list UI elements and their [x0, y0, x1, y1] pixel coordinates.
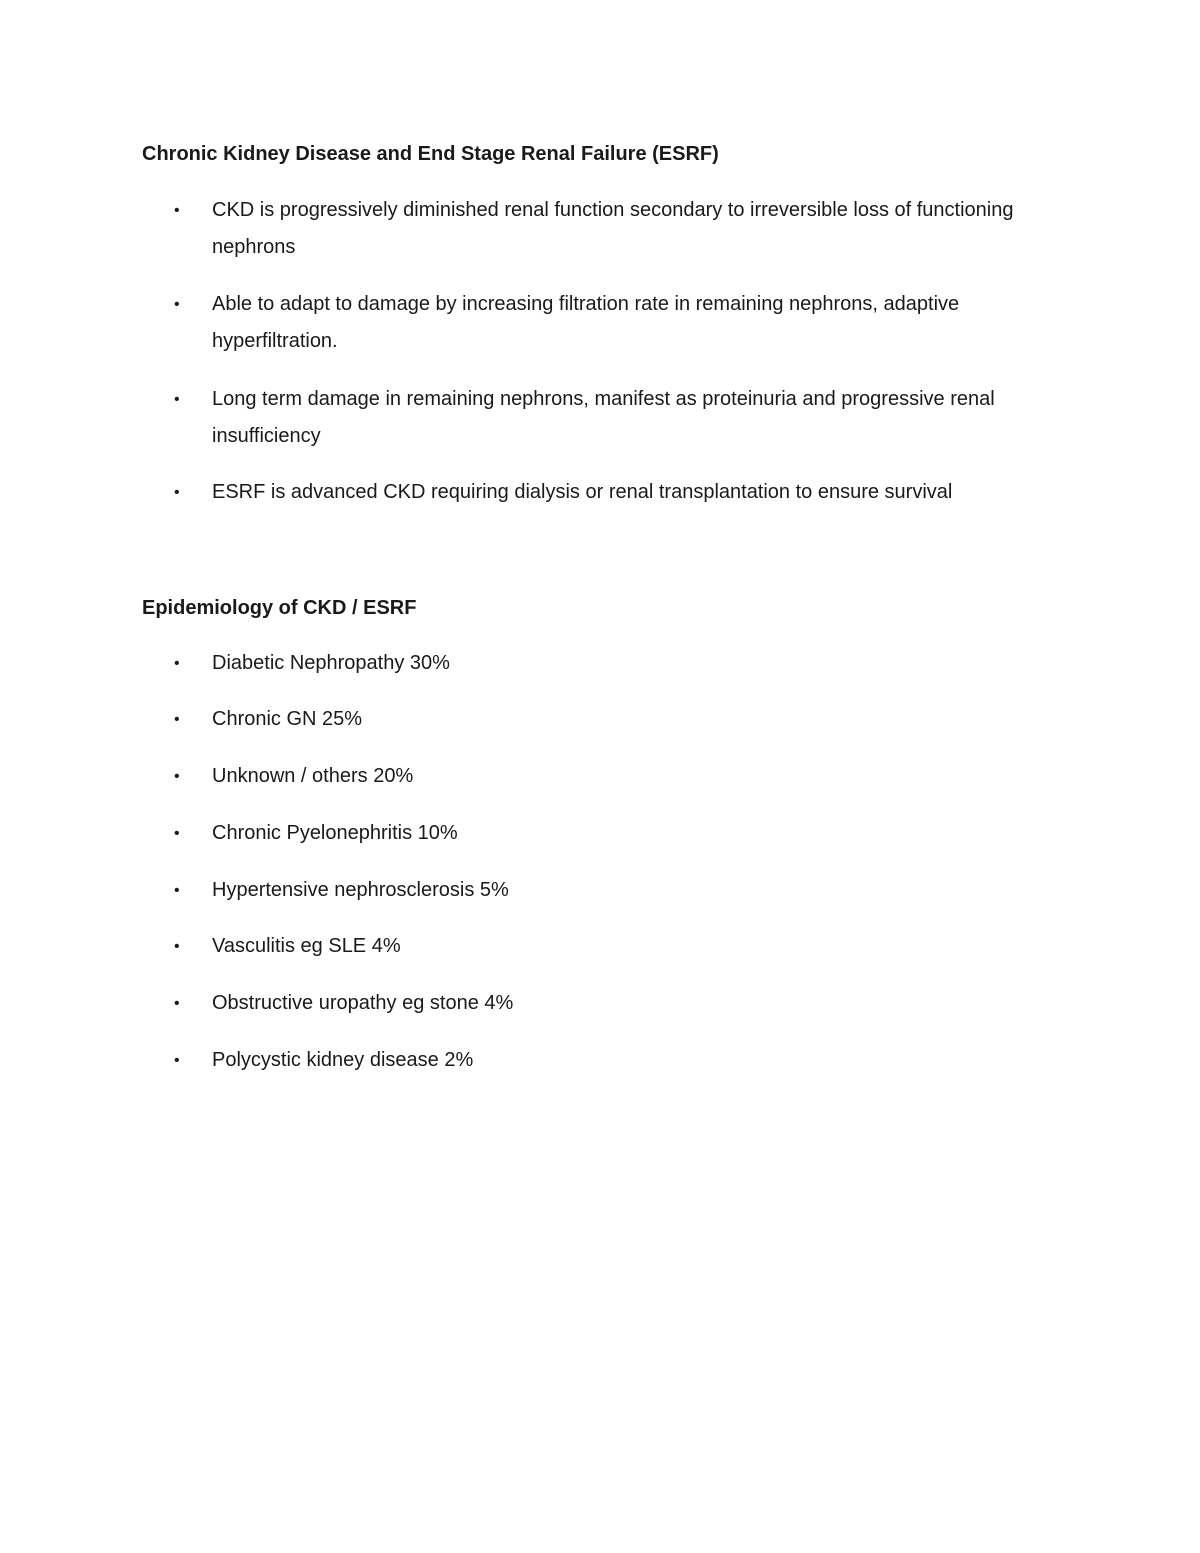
list-item-text: Obstructive uropathy eg stone 4%: [212, 992, 514, 1014]
bullet-icon: •: [174, 882, 180, 899]
bullet-icon: •: [174, 711, 180, 728]
bullet-icon: •: [174, 768, 180, 785]
list-item-text: Unknown / others 20%: [212, 765, 414, 787]
bullet-icon: •: [174, 825, 180, 842]
list-item-text: Chronic GN 25%: [212, 708, 363, 730]
bullet-icon: •: [174, 995, 180, 1012]
list-item-text: Chronic Pyelonephritis 10%: [212, 822, 458, 844]
bullet-icon: •: [174, 391, 180, 408]
bullet-icon: •: [174, 484, 180, 501]
list-item-text: ESRF is advanced CKD requiring dialysis or renal transplantation to ensure survival: [212, 481, 953, 503]
section-title-epidemiology: Epidemiology of CKD / ESRF: [142, 597, 417, 619]
bullet-icon: •: [174, 938, 180, 955]
list-item-text: Hypertensive nephrosclerosis 5%: [212, 879, 509, 901]
bullet-icon: •: [174, 1052, 180, 1069]
list-item-text: CKD is progressively diminished renal function secondary to irreversible loss of functioning nephrons: [212, 199, 1014, 258]
bullet-icon: •: [174, 202, 180, 219]
list-item-text: Able to adapt to damage by increasing filtration rate in remaining nephrons, adaptive hyperfiltration.: [212, 293, 960, 352]
list-item-text: Diabetic Nephropathy 30%: [212, 652, 450, 674]
list-item-text: Polycystic kidney disease 2%: [212, 1049, 474, 1071]
bullet-icon: •: [174, 296, 180, 313]
bullet-icon: •: [174, 655, 180, 672]
section-title-ckd-esrf: Chronic Kidney Disease and End Stage Renal Failure (ESRF): [142, 143, 719, 165]
list-item-text: Vasculitis eg SLE 4%: [212, 935, 401, 957]
list-item-text: Long term damage in remaining nephrons, manifest as proteinuria and progressive renal insufficiency: [212, 388, 995, 447]
